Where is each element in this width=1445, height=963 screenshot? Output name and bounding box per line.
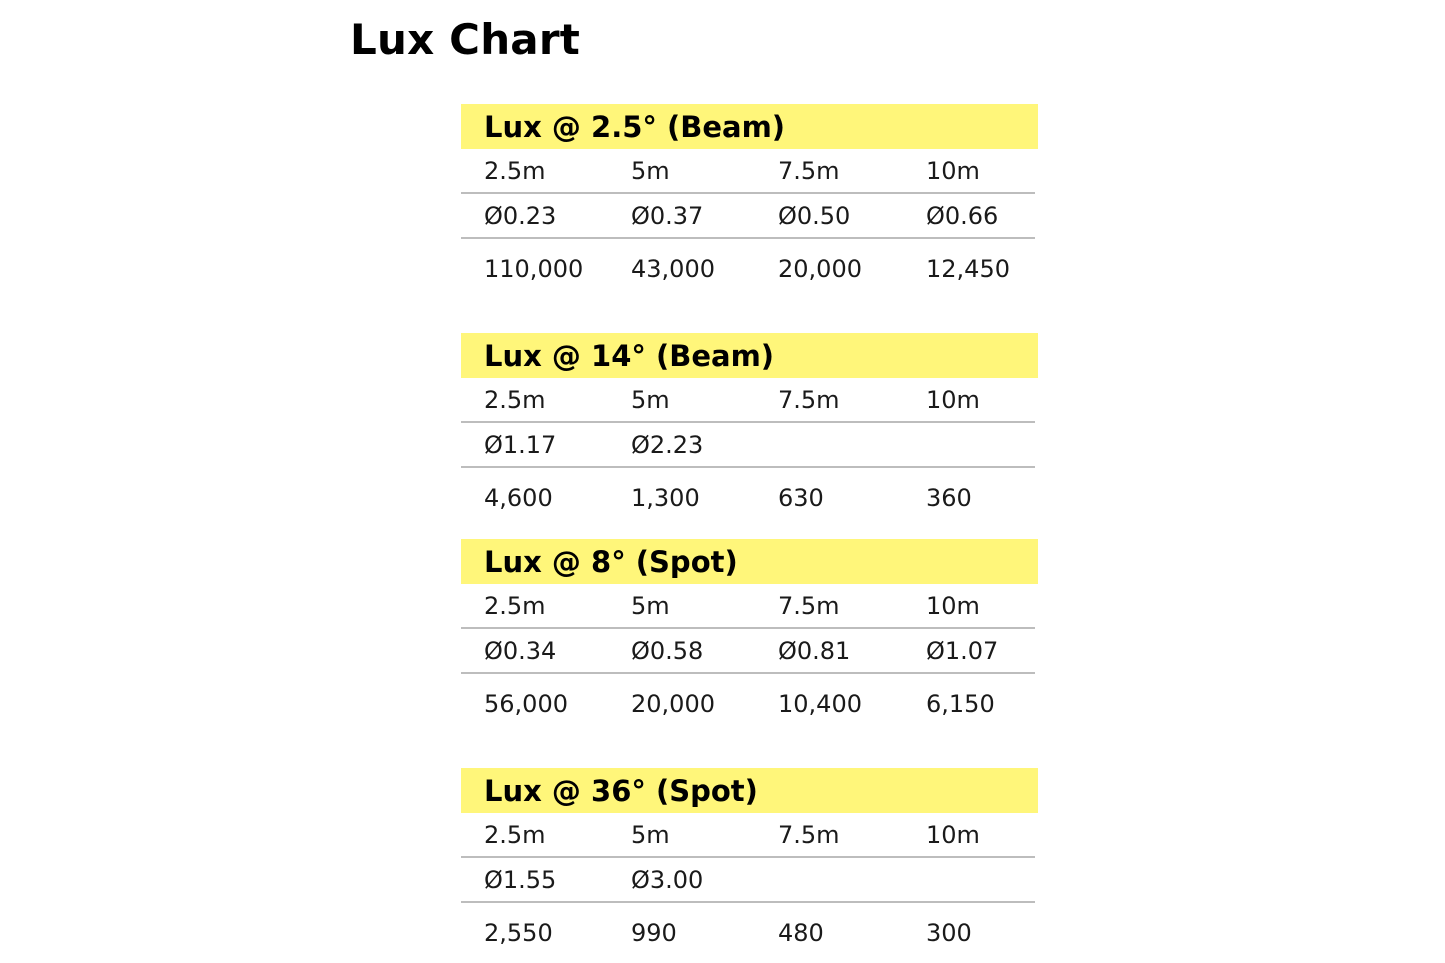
lux-value-cell: 300 xyxy=(926,919,972,947)
lux-values-row xyxy=(461,468,1035,524)
lux-value-cell: 110,000 xyxy=(484,255,584,283)
distance-cell: 10m xyxy=(926,385,980,414)
diameter-cell: Ø0.66 xyxy=(926,201,999,230)
lux-section-14-beam xyxy=(461,333,1038,524)
diameter-row xyxy=(461,629,1035,674)
lux-value-cell: 1,300 xyxy=(631,484,700,512)
lux-values-row xyxy=(461,674,1035,730)
lux-value-cell: 20,000 xyxy=(631,690,715,718)
diameter-cell: Ø0.50 xyxy=(778,201,851,230)
lux-value-cell: 990 xyxy=(631,919,677,947)
lux-value-cell: 630 xyxy=(778,484,824,512)
distance-cell: 7.5m xyxy=(778,591,840,620)
distance-row xyxy=(461,584,1035,629)
distance-row xyxy=(461,378,1035,423)
diameter-cell: Ø0.58 xyxy=(631,636,704,665)
lux-section-36-spot xyxy=(461,768,1038,959)
diameter-cell: Ø2.23 xyxy=(631,430,704,459)
distance-cell: 10m xyxy=(926,591,980,620)
lux-value-cell: 4,600 xyxy=(484,484,553,512)
lux-value-cell: 56,000 xyxy=(484,690,568,718)
lux-value-cell: 360 xyxy=(926,484,972,512)
distance-row xyxy=(461,813,1035,858)
lux-values-row xyxy=(461,903,1035,959)
section-header: Lux @ 8° (Spot) xyxy=(461,539,1038,584)
lux-value-cell: 20,000 xyxy=(778,255,862,283)
distance-cell: 7.5m xyxy=(778,820,840,849)
page-title: Lux Chart xyxy=(350,15,581,64)
lux-section-8-spot xyxy=(461,539,1038,730)
diameter-row xyxy=(461,194,1035,239)
distance-cell: 5m xyxy=(631,591,670,620)
diameter-cell: Ø0.34 xyxy=(484,636,557,665)
distance-cell: 5m xyxy=(631,820,670,849)
lux-value-cell: 480 xyxy=(778,919,824,947)
lux-values-row xyxy=(461,239,1035,295)
diameter-cell: Ø0.37 xyxy=(631,201,704,230)
lux-value-cell: 12,450 xyxy=(926,255,1010,283)
distance-cell: 2.5m xyxy=(484,385,546,414)
distance-cell: 10m xyxy=(926,156,980,185)
lux-value-cell: 10,400 xyxy=(778,690,862,718)
diameter-row xyxy=(461,858,1035,903)
distance-cell: 5m xyxy=(631,156,670,185)
distance-cell: 10m xyxy=(926,820,980,849)
distance-cell: 7.5m xyxy=(778,156,840,185)
lux-value-cell: 43,000 xyxy=(631,255,715,283)
diameter-cell: Ø0.23 xyxy=(484,201,557,230)
section-header: Lux @ 2.5° (Beam) xyxy=(461,104,1038,149)
diameter-cell: Ø0.81 xyxy=(778,636,851,665)
lux-value-cell: 6,150 xyxy=(926,690,995,718)
section-header: Lux @ 14° (Beam) xyxy=(461,333,1038,378)
distance-cell: 2.5m xyxy=(484,156,546,185)
diameter-cell: Ø1.55 xyxy=(484,865,557,894)
distance-cell: 2.5m xyxy=(484,820,546,849)
diameter-row xyxy=(461,423,1035,468)
distance-cell: 5m xyxy=(631,385,670,414)
lux-section-2-5-beam xyxy=(461,104,1038,295)
distance-cell: 2.5m xyxy=(484,591,546,620)
distance-row xyxy=(461,149,1035,194)
distance-cell: 7.5m xyxy=(778,385,840,414)
section-header: Lux @ 36° (Spot) xyxy=(461,768,1038,813)
diameter-cell: Ø1.07 xyxy=(926,636,999,665)
lux-value-cell: 2,550 xyxy=(484,919,553,947)
diameter-cell: Ø3.00 xyxy=(631,865,704,894)
diameter-cell: Ø1.17 xyxy=(484,430,557,459)
